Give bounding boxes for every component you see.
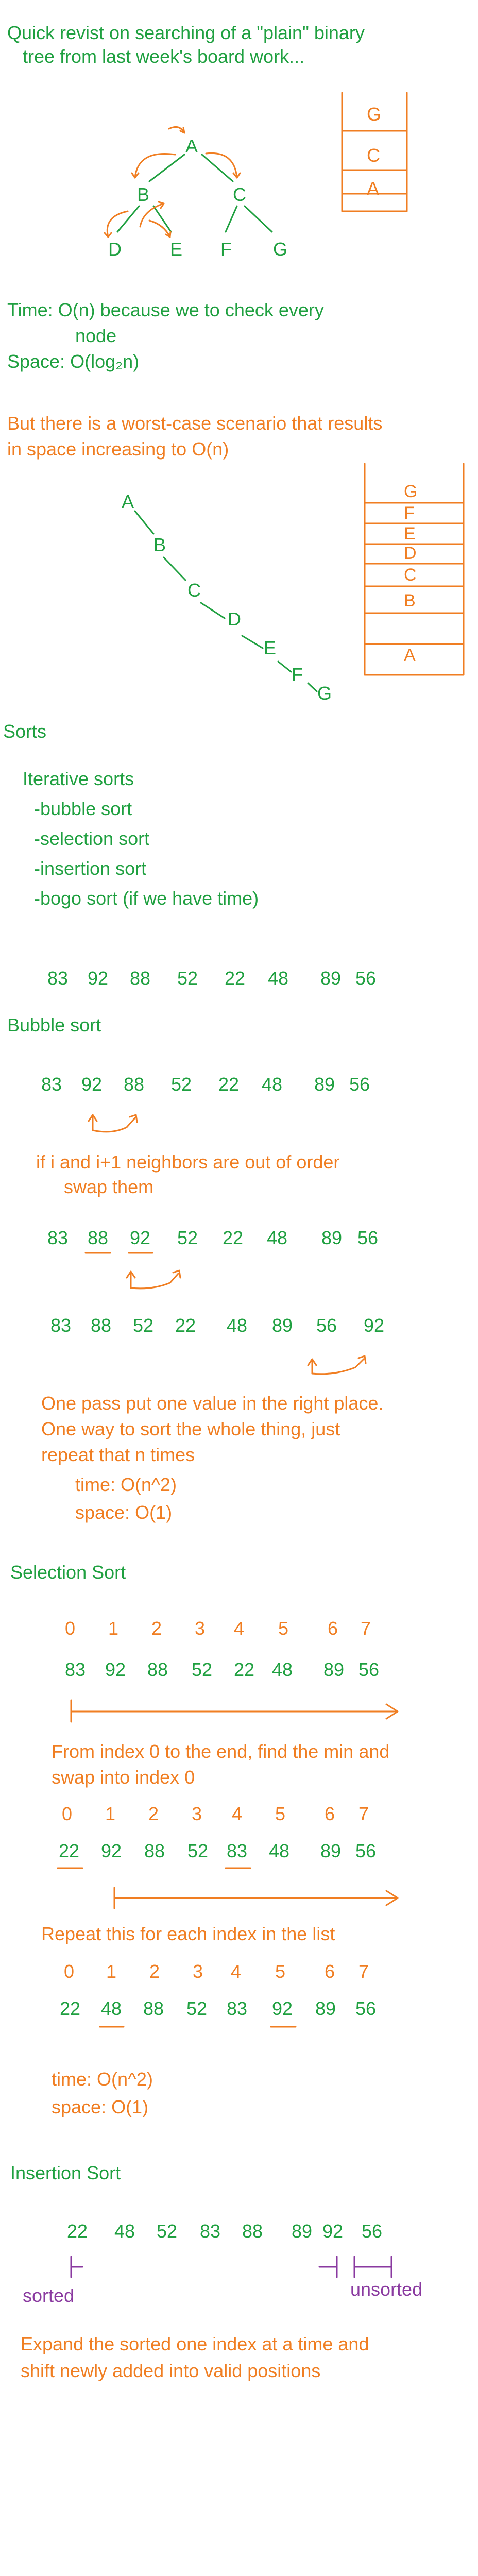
list-value: 52 xyxy=(192,1659,213,1680)
sort-list-item: -bogo sort (if we have time) xyxy=(34,888,259,909)
index-label: 7 xyxy=(358,1961,369,1982)
list-value: 56 xyxy=(355,968,377,989)
index-label: 3 xyxy=(195,1618,206,1639)
stack-frame: G xyxy=(367,104,382,125)
index-label: 5 xyxy=(275,1803,286,1824)
list-value: 88 xyxy=(144,1840,165,1861)
list-value: 88 xyxy=(91,1315,112,1336)
bubble-note-line-3: repeat that n times xyxy=(41,1444,195,1465)
sort-list-item: -insertion sort xyxy=(34,858,147,879)
list-value: 83 xyxy=(200,2221,221,2242)
list-value: 48 xyxy=(262,1074,283,1095)
list-value: 89 xyxy=(292,2221,313,2242)
index-label: 0 xyxy=(65,1618,76,1639)
list-value: 83 xyxy=(227,1998,248,2019)
tree-node-d: D xyxy=(108,239,122,260)
chain-node: F xyxy=(292,664,303,685)
tree-node-a: A xyxy=(185,135,198,157)
list-value: 89 xyxy=(315,1998,336,2019)
stack-frame: A xyxy=(367,178,380,199)
list-value: 22 xyxy=(59,1840,80,1861)
list-value: 88 xyxy=(242,2221,263,2242)
list-value: 92 xyxy=(130,1227,151,1248)
list-value: 22 xyxy=(60,1998,81,2019)
list-value: 83 xyxy=(65,1659,86,1680)
list-value: 48 xyxy=(227,1315,248,1336)
index-label: 1 xyxy=(106,1961,117,1982)
index-label: 6 xyxy=(328,1618,338,1639)
list-value: 52 xyxy=(187,1840,209,1861)
worst-case-line-2: in space increasing to O(n) xyxy=(7,438,229,460)
selection-repeat-text: Repeat this for each index in the list xyxy=(41,1923,335,1944)
insertion-sort-heading: Insertion Sort xyxy=(10,2162,121,2183)
list-value: 56 xyxy=(355,1998,377,2019)
list-value: 52 xyxy=(157,2221,178,2242)
index-label: 4 xyxy=(232,1803,243,1824)
stack-frame: C xyxy=(404,565,417,585)
list-value: 48 xyxy=(101,1998,122,2019)
list-value: 22 xyxy=(218,1074,240,1095)
index-label: 2 xyxy=(148,1803,159,1824)
index-label: 4 xyxy=(234,1618,245,1639)
stack-frame: B xyxy=(404,591,416,611)
index-label: 1 xyxy=(105,1803,116,1824)
insertion-desc-line-2: shift newly added into valid positions xyxy=(21,2360,321,2381)
selection-time: time: O(n^2) xyxy=(52,2069,153,2090)
list-value: 56 xyxy=(362,2221,383,2242)
index-label: 5 xyxy=(278,1618,289,1639)
list-value: 48 xyxy=(272,1659,293,1680)
list-value: 83 xyxy=(47,1227,69,1248)
list-value: 48 xyxy=(267,1227,288,1248)
chain-node: D xyxy=(228,608,241,630)
space-complexity: Space: O(log₂n) xyxy=(7,351,140,372)
selection-space: space: O(1) xyxy=(52,2096,149,2117)
list-value: 88 xyxy=(88,1227,109,1248)
index-label: 7 xyxy=(361,1618,371,1639)
list-value: 88 xyxy=(130,968,151,989)
list-value: 48 xyxy=(114,2221,135,2242)
time-complexity-line-2: node xyxy=(75,325,117,346)
list-value: 89 xyxy=(314,1074,335,1095)
index-label: 6 xyxy=(325,1803,335,1824)
bubble-sort-heading: Bubble sort xyxy=(7,1014,101,1036)
list-value: 92 xyxy=(322,2221,344,2242)
intro-line-1: Quick revist on searching of a "plain" binary xyxy=(7,22,365,43)
list-value: 92 xyxy=(88,968,109,989)
list-value: 56 xyxy=(358,1659,380,1680)
list-value: 88 xyxy=(147,1659,168,1680)
stack-frame: A xyxy=(404,646,416,665)
index-label: 3 xyxy=(192,1803,202,1824)
list-value: 22 xyxy=(175,1315,196,1336)
index-label: 0 xyxy=(64,1961,75,1982)
time-complexity-line-1: Time: O(n) because we to check every xyxy=(7,299,324,320)
bubble-note-line-1: One pass put one value in the right place. xyxy=(41,1393,384,1414)
selection-desc-line-2: swap into index 0 xyxy=(52,1767,195,1788)
list-value: 56 xyxy=(355,1840,377,1861)
index-label: 5 xyxy=(275,1961,286,1982)
tree-node-g: G xyxy=(273,239,288,260)
list-value: 22 xyxy=(234,1659,255,1680)
list-value: 92 xyxy=(105,1659,126,1680)
list-value: 92 xyxy=(364,1315,385,1336)
index-label: 2 xyxy=(151,1618,162,1639)
list-value: 52 xyxy=(186,1998,208,2019)
chain-node: E xyxy=(264,637,277,658)
index-label: 7 xyxy=(358,1803,369,1824)
tree-node-e: E xyxy=(170,239,183,260)
stack-frame: F xyxy=(404,503,415,523)
sorts-heading: Sorts xyxy=(3,721,47,742)
list-value: 56 xyxy=(316,1315,337,1336)
list-value: 88 xyxy=(143,1998,164,2019)
list-value: 56 xyxy=(357,1227,379,1248)
unsorted-label: unsorted xyxy=(350,2279,423,2300)
stack-frame: D xyxy=(404,544,417,563)
tree-node-c: C xyxy=(233,184,246,205)
list-value: 89 xyxy=(323,1659,345,1680)
list-value: 89 xyxy=(321,1227,343,1248)
list-value: 89 xyxy=(320,968,342,989)
list-value: 22 xyxy=(225,968,246,989)
bubble-note-line-2: One way to sort the whole thing, just xyxy=(41,1418,340,1439)
list-value: 48 xyxy=(269,1840,290,1861)
selection-desc-line-1: From index 0 to the end, find the min and xyxy=(52,1741,390,1762)
list-value: 89 xyxy=(272,1315,293,1336)
list-value: 52 xyxy=(177,968,198,989)
list-value: 22 xyxy=(223,1227,244,1248)
sort-list-item: -bubble sort xyxy=(34,798,132,819)
list-value: 48 xyxy=(268,968,289,989)
list-value: 52 xyxy=(133,1315,154,1336)
bubble-space: space: O(1) xyxy=(75,1502,173,1523)
insertion-desc-line-1: Expand the sorted one index at a time and xyxy=(21,2333,369,2354)
list-value: 83 xyxy=(50,1315,72,1336)
list-value: 83 xyxy=(41,1074,62,1095)
stack-frame: G xyxy=(404,482,418,501)
intro-line-2: tree from last week's board work... xyxy=(23,46,305,67)
list-value: 89 xyxy=(320,1840,342,1861)
list-value: 22 xyxy=(67,2221,88,2242)
chain-node: A xyxy=(122,491,134,512)
list-value: 56 xyxy=(349,1074,370,1095)
selection-sort-heading: Selection Sort xyxy=(10,1562,126,1583)
bubble-rule-line-1: if i and i+1 neighbors are out of order xyxy=(36,1151,340,1173)
list-value: 92 xyxy=(272,1998,293,2019)
stack-frame: E xyxy=(404,524,416,544)
index-label: 0 xyxy=(62,1803,73,1824)
index-label: 4 xyxy=(231,1961,242,1982)
list-value: 92 xyxy=(101,1840,122,1861)
chain-node: C xyxy=(187,580,201,601)
tree-node-f: F xyxy=(220,239,232,260)
list-value: 83 xyxy=(47,968,69,989)
sorted-label: sorted xyxy=(23,2285,75,2306)
list-value: 52 xyxy=(177,1227,198,1248)
chain-node: B xyxy=(153,534,166,555)
list-value: 88 xyxy=(124,1074,145,1095)
stack-frame: C xyxy=(367,145,380,166)
worst-case-line-1: But there is a worst-case scenario that results xyxy=(7,413,383,434)
iterative-sorts-heading: Iterative sorts xyxy=(23,768,134,789)
list-value: 92 xyxy=(81,1074,103,1095)
index-label: 1 xyxy=(108,1618,119,1639)
index-label: 3 xyxy=(193,1961,203,1982)
index-label: 2 xyxy=(149,1961,160,1982)
bubble-time: time: O(n^2) xyxy=(75,1474,177,1495)
list-value: 83 xyxy=(227,1840,248,1861)
chain-node: G xyxy=(317,683,332,704)
tree-node-b: B xyxy=(137,184,150,205)
sort-list-item: -selection sort xyxy=(34,828,150,849)
list-value: 52 xyxy=(171,1074,192,1095)
index-label: 6 xyxy=(325,1961,335,1982)
bubble-rule-line-2: swap them xyxy=(64,1176,154,1197)
